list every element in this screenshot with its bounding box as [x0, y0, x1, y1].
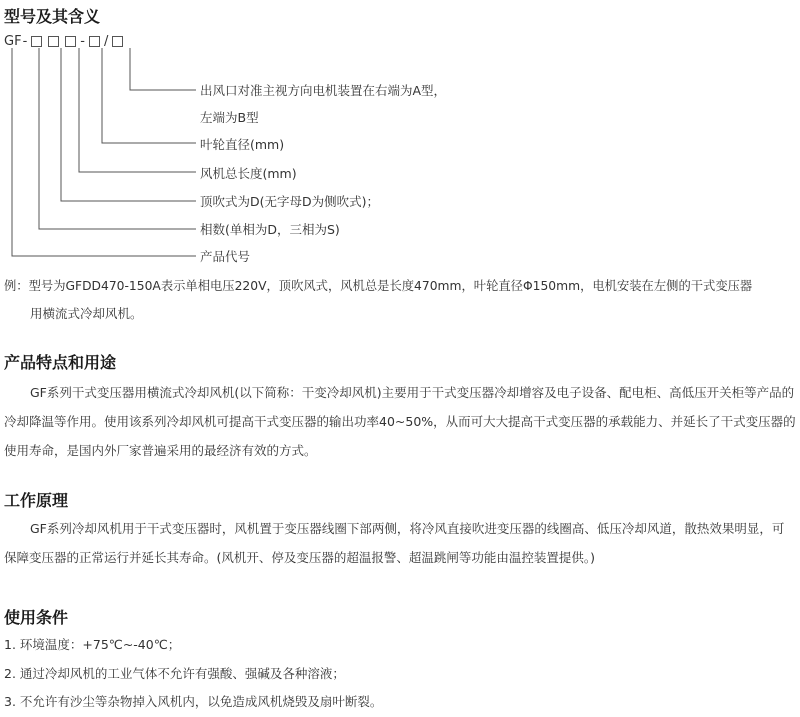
bracket-line-phase: [39, 48, 196, 229]
code-slash: /: [103, 34, 109, 49]
conditions-section-title: 使用条件: [4, 608, 69, 627]
desc-diameter: 叶轮直径(mm): [200, 137, 285, 152]
code-dash-1: -: [22, 34, 28, 49]
desc-top-blow: 顶吹式为D(无字母D为侧吹式)；: [200, 194, 380, 209]
desc-product-code: 产品代号: [200, 249, 251, 264]
desc-length: 风机总长度(mm): [200, 166, 297, 181]
condition-item: 3. 不允许有沙尘等杂物掉入风机内，以免造成风机烧毁及扇叶断裂。: [4, 694, 383, 709]
bracket-line-top-blow: [61, 48, 196, 201]
model-section-title: 型号及其含义: [4, 7, 101, 26]
example-line-2: 用横流式冷却风机。: [30, 306, 143, 321]
condition-item: 1. 环境温度：+75℃~-40℃；: [4, 637, 181, 652]
bracket-line-diameter: [102, 48, 196, 143]
bracket-line-product-code: [12, 48, 196, 256]
desc-type-a: 出风口对准主视方向电机装置在右端为A型，: [200, 83, 447, 98]
bracket-line-length: [79, 48, 196, 172]
features-paragraph: GF系列干式变压器用横流式冷却风机(以下简称：干变冷却风机)主要用于干式变压器冷却增容及电子设备、配电柜、高低压开关柜等产品的冷却降温等作用。使用该系列冷却风机可提高干式变压器的输出功率40~50%，从而可大大提高干式变压器的承载能力、并延长了干式变压器的使用寿命，是国内外厂家普遍采用的最经济有效的方式。: [4, 385, 796, 458]
condition-item: 2. 通过冷却风机的工业气体不允许有强酸、强碱及各种溶液；: [4, 666, 345, 681]
code-bracket-lines: [0, 0, 800, 270]
bracket-line-type: [130, 48, 196, 90]
principle-section-title: 工作原理: [4, 491, 69, 510]
features-section-title: 产品特点和用途: [4, 353, 117, 372]
principle-paragraph: GF系列冷却风机用于干式变压器时，风机置于变压器线圈下部两侧，将冷风直接吹进变压器的线圈高、低压冷却风道，散热效果明显，可保障变压器的正常运行并延长其寿命。(风机开、停及变压器的超温报警、超温跳闸等功能由温控装置提供。): [4, 521, 785, 565]
desc-type-b: 左端为B型: [200, 110, 259, 125]
code-dash-2: -: [80, 34, 85, 49]
example-line-1: 例：型号为GFDD470-150A表示单相电压220V，顶吹风式，风机总是长度470mm，叶轮直径Φ150mm，电机安装在左侧的干式变压器: [4, 279, 753, 293]
desc-phase: 相数(单相为D，三相为S): [200, 222, 340, 237]
code-prefix: GF: [4, 34, 22, 49]
